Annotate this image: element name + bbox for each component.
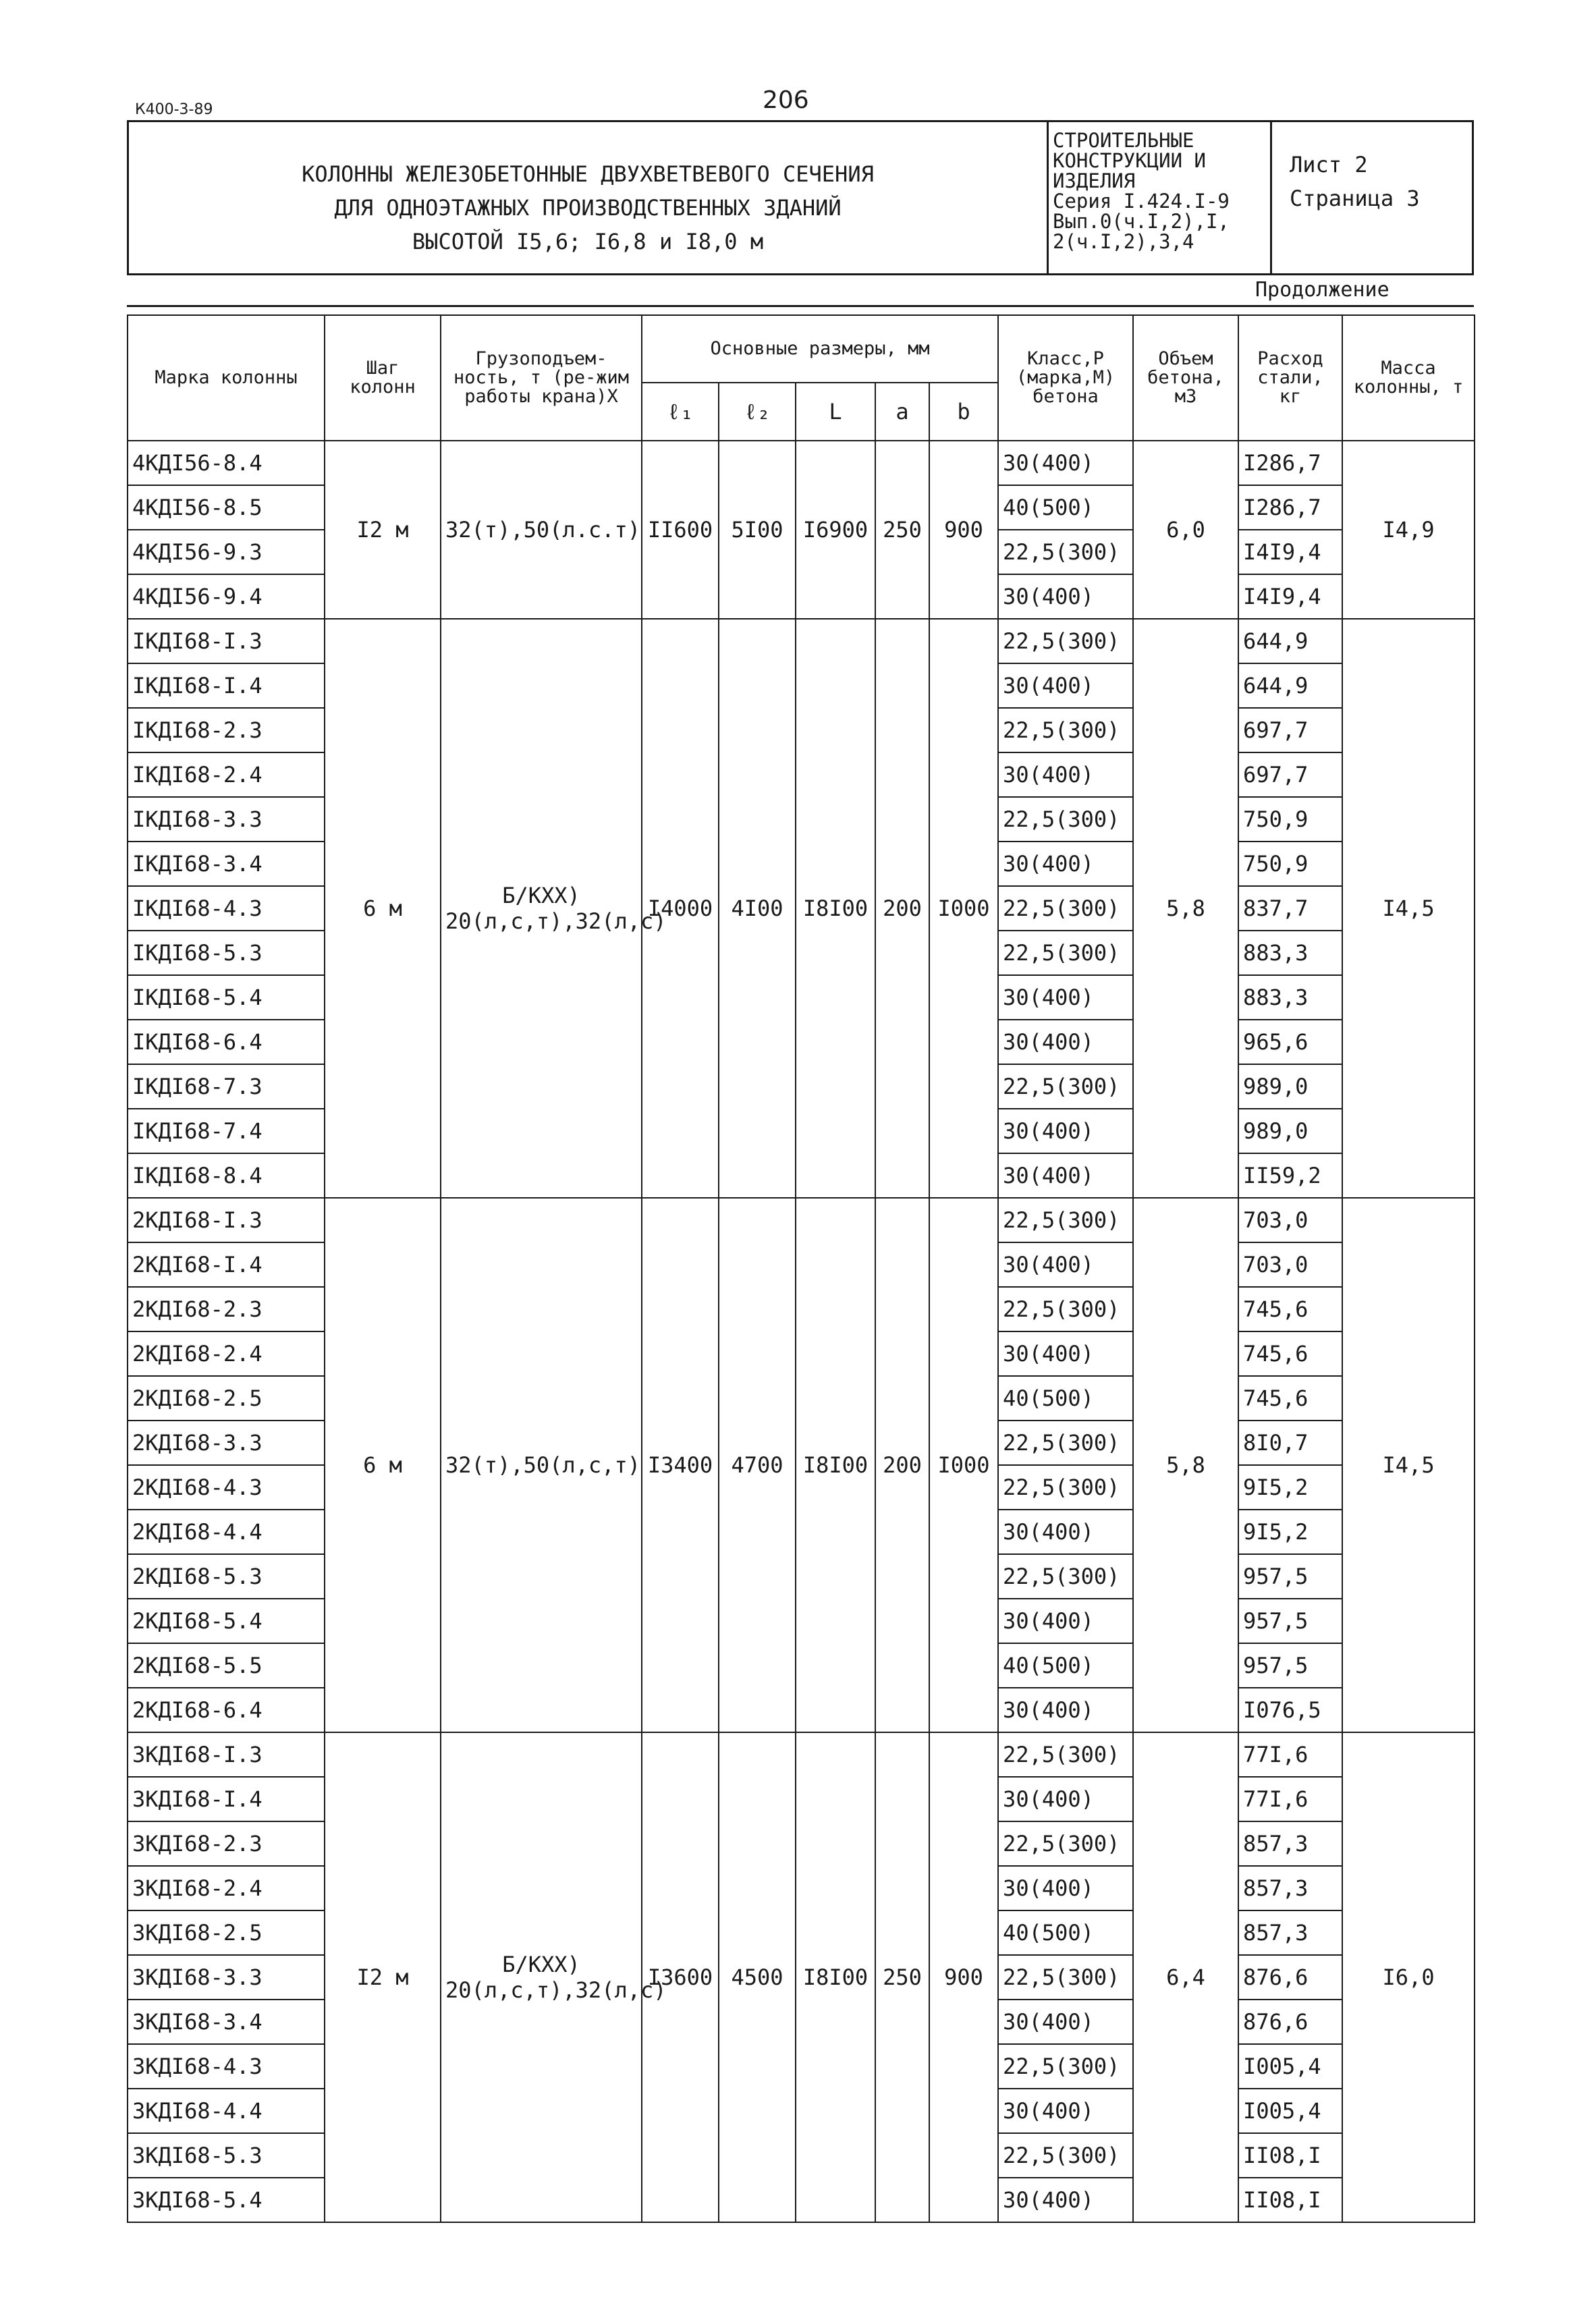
columns-table: [127, 314, 1475, 2223]
steel-consumption: 957,5: [1238, 1554, 1342, 1599]
steel-consumption: 989,0: [1238, 1064, 1342, 1109]
concrete-class: 22,5(300): [998, 1554, 1133, 1599]
concrete-class: 22,5(300): [998, 708, 1133, 752]
steel-consumption: 77I,6: [1238, 1732, 1342, 1777]
column-mark: 2КДI68-5.3: [128, 1554, 325, 1599]
table-row: [128, 1198, 1475, 1242]
column-mark: 2КДI68-5.5: [128, 1643, 325, 1688]
column-mark: 2КДI68-5.4: [128, 1599, 325, 1643]
concrete-class: 30(400): [998, 1777, 1133, 1821]
concrete-class: 22,5(300): [998, 1287, 1133, 1331]
document-code: К400-3-89: [135, 101, 213, 118]
concrete-class: 22,5(300): [998, 886, 1133, 931]
column-mark: 2КДI68-2.3: [128, 1287, 325, 1331]
column-mark: IКДI68-3.4: [128, 842, 325, 886]
steel-consumption: I005,4: [1238, 2044, 1342, 2089]
steel-consumption: 697,7: [1238, 708, 1342, 752]
concrete-class: 30(400): [998, 1242, 1133, 1287]
column-mass: I6,0: [1342, 1732, 1475, 2222]
column-mark: IКДI68-2.3: [128, 708, 325, 752]
column-mark: 4КДI56-8.4: [128, 441, 325, 485]
header-dimensions: Основные размеры, мм: [642, 315, 998, 383]
column-mark: 2КДI68-4.3: [128, 1465, 325, 1510]
crane-capacity: 32(т),50(л.с.т): [441, 441, 642, 619]
column-mark: 3КДI68-2.4: [128, 1866, 325, 1910]
concrete-class: 30(400): [998, 1866, 1133, 1910]
sheet-info: [1272, 122, 1476, 273]
divider-line: [127, 305, 1474, 307]
steel-consumption: 876,6: [1238, 2000, 1342, 2044]
column-mark: IКДI68-2.4: [128, 752, 325, 797]
concrete-class: 22,5(300): [998, 1064, 1133, 1109]
steel-consumption: 644,9: [1238, 663, 1342, 708]
steel-consumption: 745,6: [1238, 1287, 1342, 1331]
concrete-class: 22,5(300): [998, 1732, 1133, 1777]
column-mark: IКДI68-7.3: [128, 1064, 325, 1109]
column-step: 6 м: [325, 619, 441, 1198]
steel-consumption: 957,5: [1238, 1643, 1342, 1688]
dim-l1: I4000: [642, 619, 719, 1198]
column-mark: 3КДI68-I.4: [128, 1777, 325, 1821]
dim-a: 250: [875, 441, 929, 619]
column-mass: I4,5: [1342, 619, 1475, 1198]
column-mark: 2КДI68-2.4: [128, 1331, 325, 1376]
header-concrete-volume: Объем бетона, м3: [1133, 315, 1238, 441]
concrete-class: 22,5(300): [998, 1465, 1133, 1510]
concrete-class: 30(400): [998, 441, 1133, 485]
steel-consumption: 750,9: [1238, 842, 1342, 886]
column-mark: 2КДI68-I.3: [128, 1198, 325, 1242]
concrete-volume: 5,8: [1133, 1198, 1238, 1732]
page-number: 206: [763, 86, 809, 114]
continuation-label: Продолжение: [1255, 278, 1389, 302]
dim-l1: II600: [642, 441, 719, 619]
dim-l2: 4700: [719, 1198, 796, 1732]
dim-a: 200: [875, 1198, 929, 1732]
crane-capacity: 32(т),50(л,с,т): [441, 1198, 642, 1732]
concrete-class: 30(400): [998, 1020, 1133, 1064]
column-mark: IКДI68-5.4: [128, 975, 325, 1020]
steel-consumption: 857,3: [1238, 1910, 1342, 1955]
column-step: I2 м: [325, 441, 441, 619]
header-capacity: Грузоподъем-ность, т (ре-жим работы крана)X: [441, 315, 642, 441]
column-mark: 3КДI68-4.3: [128, 2044, 325, 2089]
document-title: [129, 122, 1047, 273]
steel-consumption: 745,6: [1238, 1331, 1342, 1376]
concrete-class: 30(400): [998, 663, 1133, 708]
header-mass: Масса колонны, т: [1342, 315, 1475, 441]
dim-L: I8I00: [796, 1198, 875, 1732]
concrete-volume: 6,4: [1133, 1732, 1238, 2222]
column-mark: 3КДI68-5.3: [128, 2133, 325, 2178]
crane-capacity: Б/КXX) 20(л,с,т),32(л,с): [441, 619, 642, 1198]
column-step: 6 м: [325, 1198, 441, 1732]
steel-consumption: I4I9,4: [1238, 574, 1342, 619]
column-mark: 3КДI68-2.3: [128, 1821, 325, 1866]
column-mark: IКДI68-5.3: [128, 931, 325, 975]
column-mark: IКДI68-I.3: [128, 619, 325, 663]
title-line: КОЛОННЫ ЖЕЛЕЗОБЕТОННЫЕ ДВУХВЕТВЕВОГО СЕЧЕНИЯ: [302, 161, 874, 187]
concrete-class: 30(400): [998, 574, 1133, 619]
column-mark: IКДI68-3.3: [128, 797, 325, 842]
column-mark: IКДI68-4.3: [128, 886, 325, 931]
column-mass: I4,5: [1342, 1198, 1475, 1732]
concrete-class: 22,5(300): [998, 1198, 1133, 1242]
concrete-class: 30(400): [998, 1331, 1133, 1376]
header-step: Шаг колонн: [325, 315, 441, 441]
column-mark: 3КДI68-5.4: [128, 2178, 325, 2222]
steel-consumption: II08,I: [1238, 2178, 1342, 2222]
header-steel: Расход стали, кг: [1238, 315, 1342, 441]
series-info: СТРОИТЕЛЬНЫЕ КОНСТРУКЦИИ И ИЗДЕЛИЯ Серия I.424.I-9 Вып.0(ч.I,2),I, 2(ч.I,2),3,4: [1047, 122, 1272, 273]
concrete-class: 30(400): [998, 1109, 1133, 1153]
dim-b: 900: [929, 1732, 998, 2222]
header-a: a: [875, 383, 929, 441]
column-mark: 4КДI56-9.3: [128, 530, 325, 574]
steel-consumption: 703,0: [1238, 1242, 1342, 1287]
header-l2: ℓ₂: [719, 383, 796, 441]
dim-l1: I3600: [642, 1732, 719, 2222]
concrete-class: 40(500): [998, 1643, 1133, 1688]
table-row: [128, 441, 1475, 485]
dim-b: I000: [929, 1198, 998, 1732]
concrete-class: 22,5(300): [998, 931, 1133, 975]
dim-b: I000: [929, 619, 998, 1198]
concrete-class: 30(400): [998, 1688, 1133, 1732]
concrete-class: 30(400): [998, 752, 1133, 797]
sheet-number: Лист 2: [1290, 152, 1368, 177]
concrete-class: 22,5(300): [998, 1421, 1133, 1465]
dim-a: 250: [875, 1732, 929, 2222]
title-line: ВЫСОТОЙ I5,6; I6,8 и I8,0 м: [412, 229, 764, 254]
concrete-class: 30(400): [998, 2178, 1133, 2222]
concrete-class: 40(500): [998, 485, 1133, 530]
steel-consumption: 883,3: [1238, 975, 1342, 1020]
table-row: [128, 619, 1475, 663]
steel-consumption: 703,0: [1238, 1198, 1342, 1242]
steel-consumption: 876,6: [1238, 1955, 1342, 2000]
dim-L: I8I00: [796, 1732, 875, 2222]
steel-consumption: 9I5,2: [1238, 1465, 1342, 1510]
steel-consumption: I076,5: [1238, 1688, 1342, 1732]
header-mark: Марка колонны: [128, 315, 325, 441]
concrete-class: 22,5(300): [998, 1955, 1133, 2000]
dim-l1: I3400: [642, 1198, 719, 1732]
column-mark: 3КДI68-3.4: [128, 2000, 325, 2044]
steel-consumption: 965,6: [1238, 1020, 1342, 1064]
steel-consumption: 750,9: [1238, 797, 1342, 842]
table-body: [128, 441, 1475, 2222]
column-mark: IКДI68-7.4: [128, 1109, 325, 1153]
concrete-volume: 6,0: [1133, 441, 1238, 619]
steel-consumption: 989,0: [1238, 1109, 1342, 1153]
steel-consumption: I286,7: [1238, 441, 1342, 485]
column-mark: 4КДI56-9.4: [128, 574, 325, 619]
steel-consumption: I005,4: [1238, 2089, 1342, 2133]
column-mark: 2КДI68-2.5: [128, 1376, 325, 1421]
column-mark: IКДI68-I.4: [128, 663, 325, 708]
header-l1: ℓ₁: [642, 383, 719, 441]
concrete-class: 30(400): [998, 2089, 1133, 2133]
concrete-class: 22,5(300): [998, 619, 1133, 663]
dim-a: 200: [875, 619, 929, 1198]
steel-consumption: 77I,6: [1238, 1777, 1342, 1821]
concrete-class: 30(400): [998, 1153, 1133, 1198]
dim-l2: 5I00: [719, 441, 796, 619]
title-line: ДЛЯ ОДНОЭТАЖНЫХ ПРОИЗВОДСТВЕННЫХ ЗДАНИЙ: [334, 195, 842, 221]
page-label: Страница 3: [1290, 186, 1420, 211]
concrete-class: 30(400): [998, 1599, 1133, 1643]
header-L: L: [796, 383, 875, 441]
steel-consumption: 957,5: [1238, 1599, 1342, 1643]
concrete-class: 22,5(300): [998, 2133, 1133, 2178]
steel-consumption: 9I5,2: [1238, 1510, 1342, 1554]
column-mark: 2КДI68-4.4: [128, 1510, 325, 1554]
concrete-class: 30(400): [998, 2000, 1133, 2044]
concrete-class: 40(500): [998, 1910, 1133, 1955]
column-mark: 4КДI56-8.5: [128, 485, 325, 530]
steel-consumption: II08,I: [1238, 2133, 1342, 2178]
steel-consumption: 837,7: [1238, 886, 1342, 931]
concrete-class: 22,5(300): [998, 1821, 1133, 1866]
column-mark: 3КДI68-I.3: [128, 1732, 325, 1777]
steel-consumption: 857,3: [1238, 1821, 1342, 1866]
title-block: [127, 120, 1474, 275]
steel-consumption: 883,3: [1238, 931, 1342, 975]
steel-consumption: 697,7: [1238, 752, 1342, 797]
table-row: [128, 1732, 1475, 1777]
header-b: b: [929, 383, 998, 441]
column-mark: IКДI68-6.4: [128, 1020, 325, 1064]
dim-L: I6900: [796, 441, 875, 619]
concrete-class: 22,5(300): [998, 530, 1133, 574]
dim-b: 900: [929, 441, 998, 619]
column-mass: I4,9: [1342, 441, 1475, 619]
column-mark: 2КДI68-6.4: [128, 1688, 325, 1732]
steel-consumption: I286,7: [1238, 485, 1342, 530]
steel-consumption: II59,2: [1238, 1153, 1342, 1198]
column-mark: 3КДI68-2.5: [128, 1910, 325, 1955]
column-step: I2 м: [325, 1732, 441, 2222]
steel-consumption: 745,6: [1238, 1376, 1342, 1421]
column-mark: 2КДI68-3.3: [128, 1421, 325, 1465]
crane-capacity: Б/КXX) 20(л,с,т),32(л,с): [441, 1732, 642, 2222]
column-mark: 2КДI68-I.4: [128, 1242, 325, 1287]
column-mark: 3КДI68-4.4: [128, 2089, 325, 2133]
concrete-volume: 5,8: [1133, 619, 1238, 1198]
steel-consumption: 8I0,7: [1238, 1421, 1342, 1465]
column-mark: 3КДI68-3.3: [128, 1955, 325, 2000]
concrete-class: 22,5(300): [998, 2044, 1133, 2089]
concrete-class: 40(500): [998, 1376, 1133, 1421]
steel-consumption: 857,3: [1238, 1866, 1342, 1910]
steel-consumption: I4I9,4: [1238, 530, 1342, 574]
dim-L: I8I00: [796, 619, 875, 1198]
column-mark: IКДI68-8.4: [128, 1153, 325, 1198]
concrete-class: 30(400): [998, 842, 1133, 886]
concrete-class: 22,5(300): [998, 797, 1133, 842]
steel-consumption: 644,9: [1238, 619, 1342, 663]
dim-l2: 4500: [719, 1732, 796, 2222]
concrete-class: 30(400): [998, 1510, 1133, 1554]
dim-l2: 4I00: [719, 619, 796, 1198]
header-concrete-class: Класс,Р (марка,М) бетона: [998, 315, 1133, 441]
concrete-class: 30(400): [998, 975, 1133, 1020]
